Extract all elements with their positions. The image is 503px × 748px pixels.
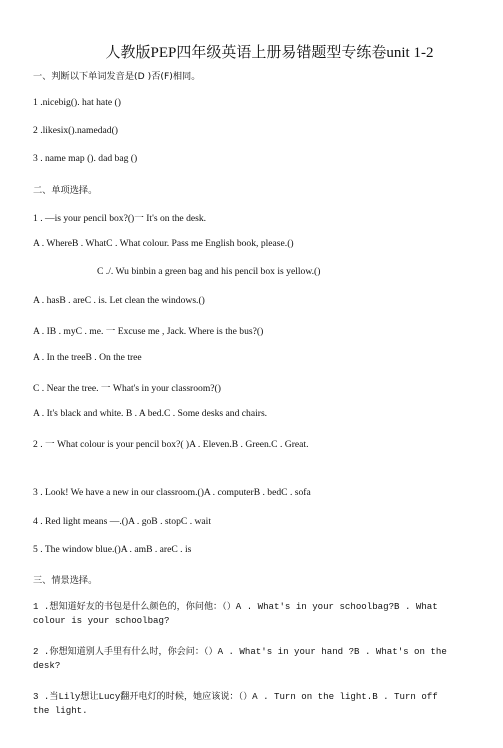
section-2-line-10: 3 . Look! We have a new in our classroom.()A . computerB . bedC . sofa: [33, 487, 311, 498]
section-3-heading: 三、情景选择。: [33, 575, 98, 586]
section-1-heading: 一、判断以下单词发音是(D )否(F)相同。: [33, 71, 201, 82]
section-1-item-3: 3 . name map (). dad bag (): [33, 153, 138, 164]
document-title: 人教版PEP四年级英语上册易错题型专练卷unit 1-2: [105, 45, 434, 61]
section-2-line-11: 4 . Red light means —.()A . goB . stopC . wait: [33, 516, 212, 527]
section-3-item-3: 3 .当Lily想让Lucy翻开电灯的时候，她应该说：（）A . Turn on the light.B . Turn off the light.: [33, 691, 438, 716]
section-2-line-3: C ./. Wu binbin a green bag and his pencil box is yellow.(): [97, 266, 321, 277]
section-2-line-9: 2 . 一 What colour is your pencil box?( )A . Eleven.B . Green.C . Great.: [33, 439, 309, 450]
section-2-line-5: A . IB . myC . me. 一 Excuse me , Jack. Where is the bus?(): [33, 326, 264, 337]
section-3-item-1: 1 .想知道好友的书包是什么颜色的，你问他：（）A . What's in your schoolbag?B . What colour is your schoolbag?: [33, 601, 438, 626]
section-2-line-6: A . In the treeB . On the tree: [33, 352, 142, 363]
section-2-line-12: 5 . The window blue.()A . amB . areC . is: [33, 544, 192, 555]
section-2-line-7: C . Near the tree. 一 What's in your classroom?(): [33, 383, 221, 394]
section-2-line-1: 1 . —is your pencil box?()一 It's on the desk.: [33, 213, 207, 224]
section-2-line-2: A . WhereB . WhatC . What colour. Pass me English book, please.(): [33, 238, 294, 249]
section-3-item-2: 2 .你想知道别人手里有什么时，你会问：（）A . What's in your hand ?B . What's on the desk?: [33, 646, 447, 671]
section-2-line-4: A . hasB . areC . is. Let clean the windows.(): [33, 295, 205, 306]
section-2-heading: 二、单项选择。: [33, 185, 98, 196]
section-1-item-1: 1 .nicebig(). hat hate (): [33, 97, 121, 108]
section-2-line-8: A . It's black and white. B . A bed.C . Some desks and chairs.: [33, 408, 268, 419]
section-1-item-2: 2 .likesix().namedad(): [33, 125, 118, 136]
